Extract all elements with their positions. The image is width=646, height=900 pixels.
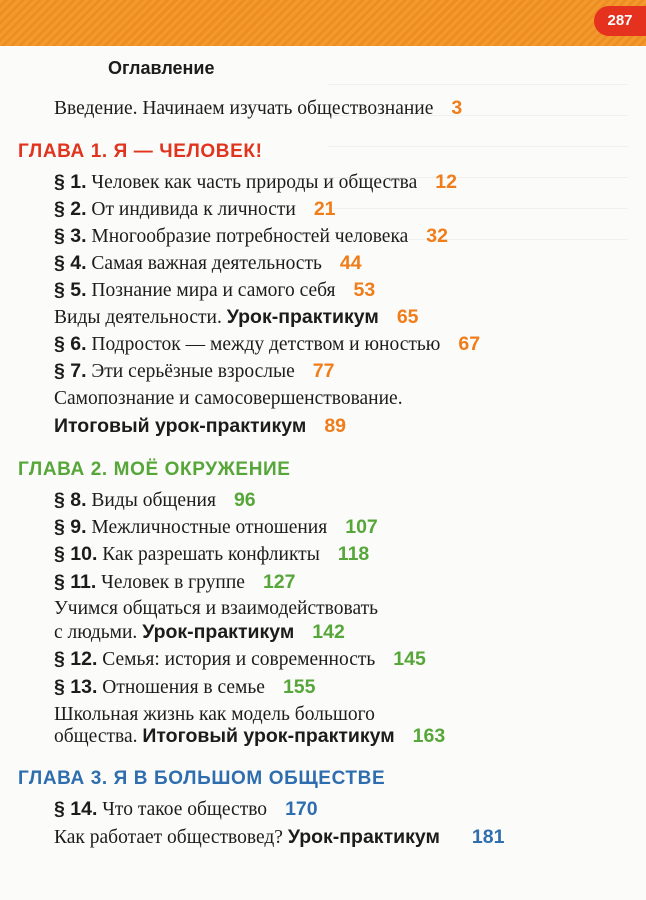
- entry-page: 65: [396, 306, 419, 328]
- toc-entry-final[interactable]: [54, 388, 403, 410]
- entry-practicum-label: Урок-практикум: [287, 826, 440, 848]
- section-number: § 4.: [54, 252, 87, 274]
- entry-text: Как разрешать конфликты: [102, 544, 320, 565]
- entry-page: 107: [345, 516, 378, 538]
- entry-practicum-label: Итоговый урок-практикум: [142, 725, 395, 747]
- entry-page: 170: [285, 798, 318, 820]
- entry-text: Что такое общество: [102, 799, 268, 820]
- entry-page: 155: [282, 676, 316, 698]
- section-number: § 13.: [54, 676, 98, 698]
- chapter-heading-2[interactable]: ГЛАВА 2. МОЁ ОКРУЖЕНИЕ: [18, 459, 291, 480]
- toc-entry[interactable]: [54, 543, 369, 566]
- entry-text: общества.: [54, 726, 138, 747]
- toc-entry-practicum[interactable]: [54, 598, 378, 620]
- entry-page: 96: [233, 489, 256, 511]
- toc-entry[interactable]: [54, 333, 480, 356]
- entry-page: 44: [339, 252, 362, 274]
- entry-practicum-label: Урок-практикум: [142, 621, 295, 643]
- toc-entry[interactable]: [54, 489, 256, 512]
- toc-entry[interactable]: [54, 516, 378, 539]
- toc-entry-practicum-cont[interactable]: [54, 621, 345, 644]
- entry-text: Виды общения: [91, 490, 216, 511]
- toc-entry[interactable]: [54, 676, 316, 699]
- entry-page: 142: [312, 621, 345, 643]
- toc-entry[interactable]: [54, 648, 426, 671]
- toc-entry[interactable]: [54, 171, 457, 194]
- page-number-badge: 287: [594, 6, 646, 36]
- toc-entry-practicum[interactable]: [54, 306, 419, 329]
- toc-entry-final[interactable]: [54, 704, 375, 726]
- entry-text: Школьная жизнь как модель большого: [54, 704, 375, 725]
- entry-text: Межличностные отношения: [91, 517, 328, 538]
- section-number: § 9.: [54, 516, 87, 538]
- entry-page: 118: [337, 543, 370, 565]
- entry-text: Человек как часть природы и общества: [91, 172, 418, 193]
- toc-entry-intro[interactable]: [54, 97, 462, 120]
- section-number: § 14.: [54, 798, 98, 820]
- entry-practicum-label: Итоговый урок-практикум: [54, 415, 307, 437]
- toc-entry[interactable]: [54, 279, 375, 302]
- entry-page: 163: [412, 725, 446, 747]
- entry-page: 53: [353, 279, 376, 301]
- toc-entry[interactable]: [54, 571, 295, 594]
- entry-text: Многообразие потребностей человека: [91, 226, 409, 247]
- entry-page: 12: [435, 171, 457, 193]
- page-title: Оглавление: [108, 58, 215, 78]
- toc-entry[interactable]: [54, 360, 334, 383]
- section-number: § 3.: [54, 225, 87, 247]
- toc-entry-final-cont[interactable]: [54, 415, 346, 438]
- entry-text: От индивида к личности: [91, 199, 296, 220]
- toc-entry[interactable]: [54, 198, 336, 221]
- entry-text: Отношения в семье: [102, 677, 265, 698]
- entry-text: Человек в группе: [101, 572, 245, 593]
- toc-entry[interactable]: [54, 225, 448, 248]
- toc-entry[interactable]: [54, 252, 362, 275]
- entry-page: 89: [324, 415, 347, 437]
- section-number: § 2.: [54, 198, 87, 220]
- section-number: § 12.: [54, 648, 98, 670]
- toc-entry-practicum[interactable]: [54, 826, 504, 849]
- entry-text: Самопознание и самосовершенствование.: [54, 388, 403, 409]
- section-number: § 11.: [54, 571, 97, 593]
- entry-text: Виды деятельности.: [54, 307, 222, 328]
- section-number: § 5.: [54, 279, 87, 301]
- entry-page: 127: [262, 571, 296, 593]
- entry-text: Самая важная деятельность: [91, 253, 322, 274]
- entry-page: 3: [451, 97, 463, 119]
- entry-page: 67: [458, 333, 481, 355]
- section-number: § 7.: [54, 360, 87, 382]
- toc-entry-final-cont[interactable]: [54, 725, 445, 748]
- entry-text: Семья: история и современность: [102, 649, 376, 670]
- entry-page: 77: [312, 360, 335, 382]
- entry-text: Введение. Начинаем изучать обществознание: [54, 98, 434, 119]
- entry-text: с людьми.: [54, 622, 138, 643]
- entry-practicum-label: Урок-практикум: [226, 306, 379, 328]
- chapter-heading-3[interactable]: ГЛАВА 3. Я В БОЛЬШОМ ОБЩЕСТВЕ: [18, 768, 386, 789]
- entry-text: Подросток — между детством и юностью: [91, 334, 441, 355]
- chapter-heading-1[interactable]: ГЛАВА 1. Я — ЧЕЛОВЕК!: [18, 141, 263, 162]
- entry-page: 32: [426, 225, 448, 247]
- section-number: § 1.: [54, 171, 87, 193]
- entry-text: Как работает обществовед?: [54, 827, 283, 848]
- entry-page: 181: [471, 826, 505, 848]
- entry-text: Учимся общаться и взаимодействовать: [54, 598, 379, 619]
- entry-page: 145: [393, 648, 426, 670]
- entry-text: Познание мира и самого себя: [91, 280, 336, 301]
- section-number: § 8.: [54, 489, 87, 511]
- section-number: § 10.: [54, 543, 98, 565]
- entry-text: Эти серьёзные взрослые: [91, 361, 295, 382]
- entry-page: 21: [313, 198, 336, 220]
- section-number: § 6.: [54, 333, 87, 355]
- toc-entry[interactable]: [54, 798, 318, 821]
